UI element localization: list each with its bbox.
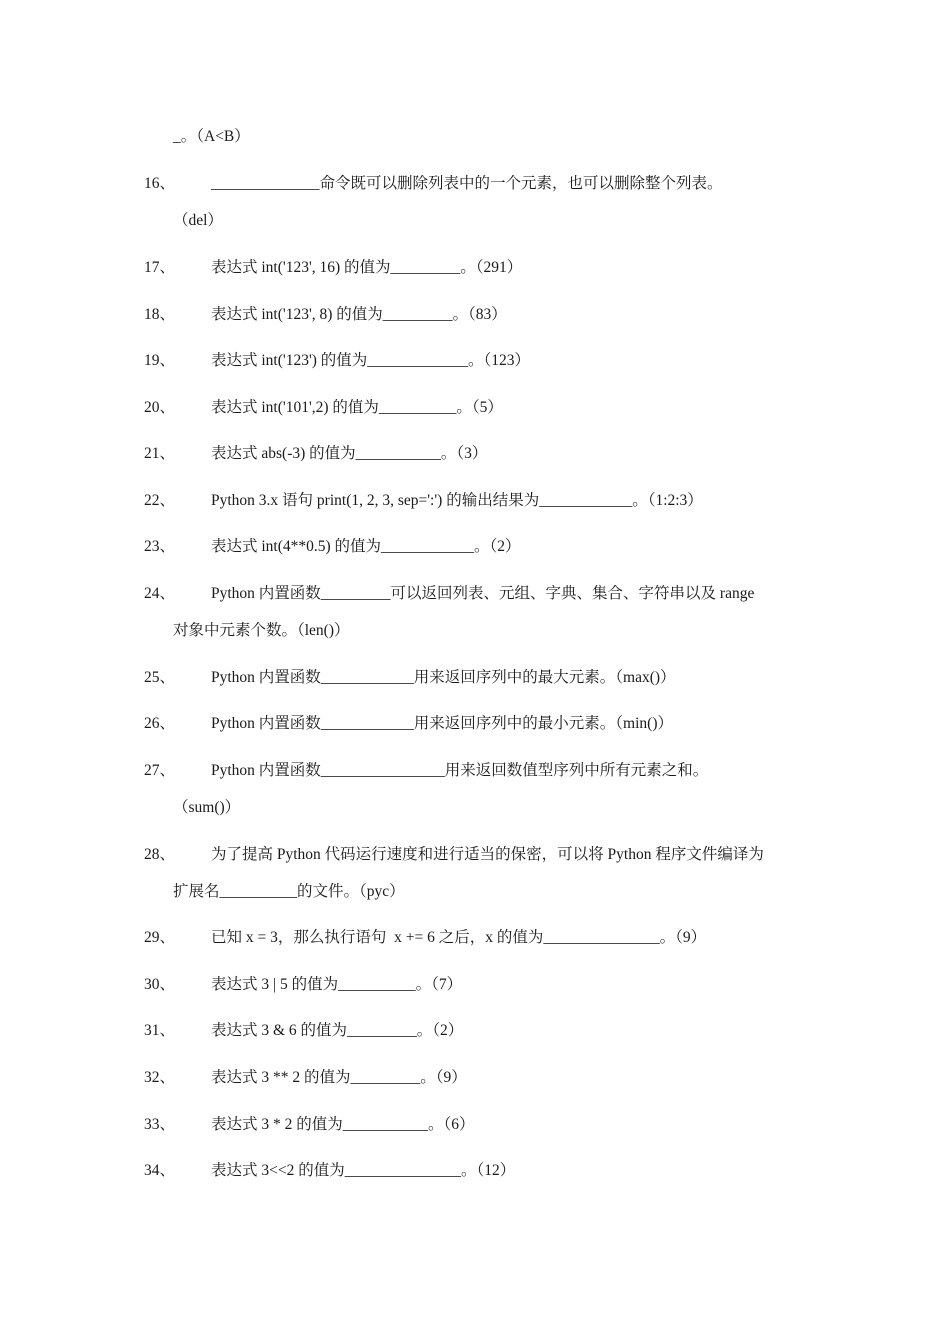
item-30-text: 表达式 3 | 5 的值为__________。（7） [211, 976, 463, 993]
item-18-number: 18、 [144, 306, 176, 323]
item-20-number: 20、 [144, 399, 176, 416]
item-24-number: 24、 [144, 585, 176, 602]
item-34-number: 34、 [144, 1162, 176, 1179]
item-18-text: 表达式 int('123', 8) 的值为_________。（83） [211, 306, 507, 323]
item-27-number: 27、 [144, 762, 176, 779]
item-26-text: Python 内置函数____________用来返回序列中的最小元素。（min()） [211, 715, 673, 732]
item-33-text: 表达式 3 * 2 的值为___________。（6） [211, 1116, 475, 1133]
item-32-text: 表达式 3 ** 2 的值为_________。（9） [211, 1069, 467, 1086]
item-24-continuation: 对象中元素个数。（len()） [173, 622, 350, 639]
item-34-text: 表达式 3<<2 的值为_______________。（12） [211, 1162, 516, 1179]
item-16-continuation: （del） [173, 212, 223, 229]
item-28-continuation: 扩展名__________的文件。（pyc） [173, 883, 405, 900]
item-22-number: 22、 [144, 492, 176, 509]
item-21-number: 21、 [144, 445, 176, 462]
item-20-text: 表达式 int('101',2) 的值为__________。（5） [211, 399, 503, 416]
item-24-text: Python 内置函数_________可以返回列表、元组、字典、集合、字符串以及 range [211, 585, 755, 602]
item-28-text: 为了提高 Python 代码运行速度和进行适当的保密，可以将 Python 程序文件编译为 [211, 846, 764, 863]
item-16-number: 16、 [144, 175, 176, 192]
item-23-number: 23、 [144, 538, 176, 555]
item-23-text: 表达式 int(4**0.5) 的值为____________。（2） [211, 538, 521, 555]
item-19-text: 表达式 int('123') 的值为_____________。（123） [211, 352, 531, 369]
item-22-text: Python 3.x 语句 print(1, 2, 3, sep=':') 的输出结果为____________。（1:2:3） [211, 492, 703, 509]
item-32-number: 32、 [144, 1069, 176, 1086]
item-25-number: 25、 [144, 669, 176, 686]
item-29-text: 已知 x = 3，那么执行语句 x += 6 之后，x 的值为_______________。（9） [211, 929, 707, 946]
item-25-text: Python 内置函数____________用来返回序列中的最大元素。（max()） [211, 669, 676, 686]
item-27-text: Python 内置函数________________用来返回数值型序列中所有元素之和。 [211, 762, 709, 779]
item-26-number: 26、 [144, 715, 176, 732]
item-29-number: 29、 [144, 929, 176, 946]
item-21-text: 表达式 abs(-3) 的值为___________。（3） [211, 445, 488, 462]
item-19-number: 19、 [144, 352, 176, 369]
carryover-line: _。（A<B） [173, 128, 250, 145]
item-17-number: 17、 [144, 259, 176, 276]
item-33-number: 33、 [144, 1116, 176, 1133]
item-28-number: 28、 [144, 846, 176, 863]
item-31-number: 31、 [144, 1022, 176, 1039]
item-30-number: 30、 [144, 976, 176, 993]
item-31-text: 表达式 3 & 6 的值为_________。（2） [211, 1022, 464, 1039]
item-16-text: ______________命令既可以删除列表中的一个元素，也可以删除整个列表。 [211, 175, 723, 192]
item-17-text: 表达式 int('123', 16) 的值为_________。（291） [211, 259, 523, 276]
item-27-continuation: （sum()） [173, 799, 241, 816]
